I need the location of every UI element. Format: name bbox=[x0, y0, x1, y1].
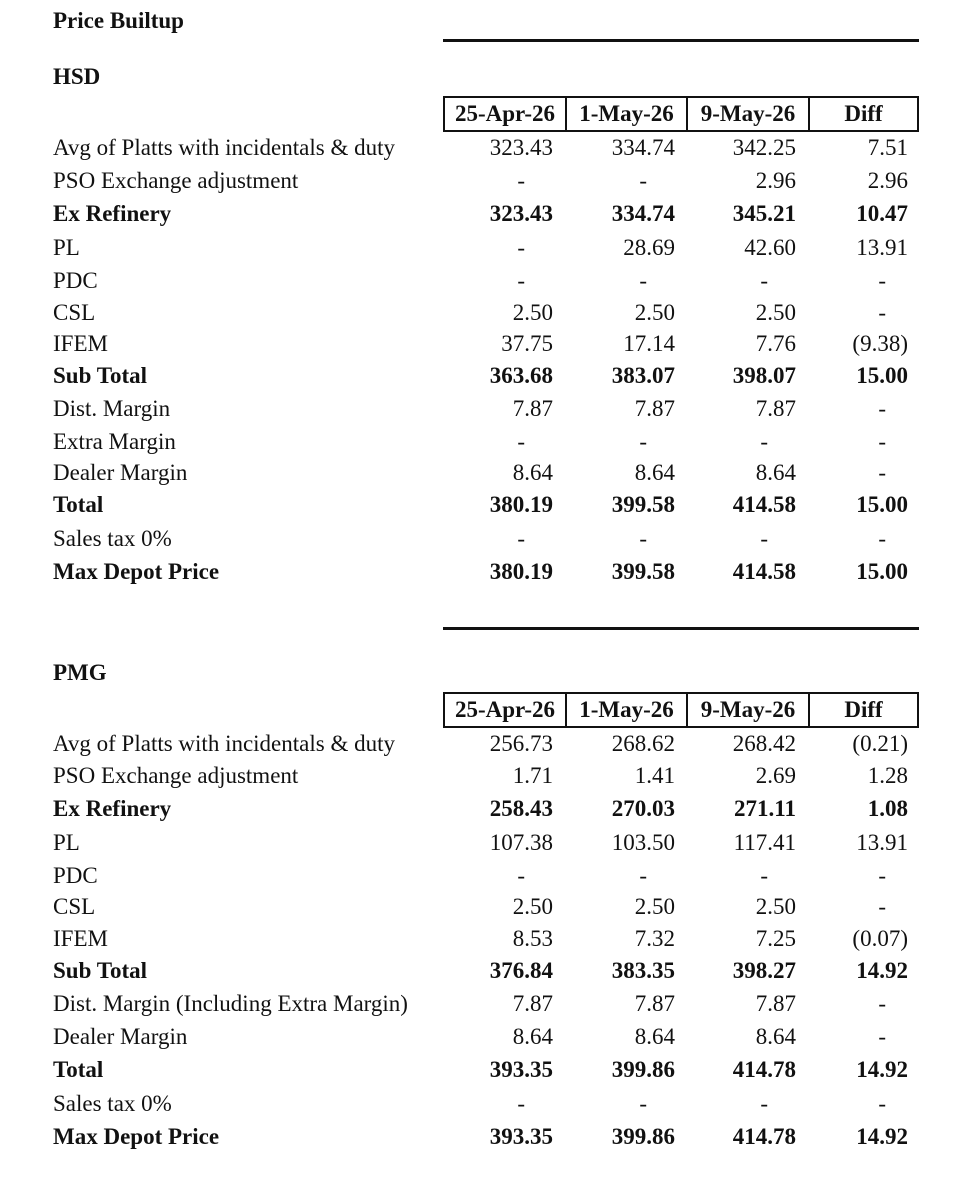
pmg-table-row bbox=[0, 1021, 957, 1053]
diff-cell: 13.91 bbox=[856, 830, 908, 855]
hsd-table-row bbox=[0, 457, 957, 489]
hsd-table-row bbox=[0, 523, 957, 555]
value-cell: 334.74 bbox=[611, 135, 675, 160]
value-cell: 2.50 bbox=[634, 300, 675, 325]
value-cell: 414.58 bbox=[732, 559, 796, 584]
row-label: Ex Refinery bbox=[53, 796, 172, 821]
pmg-table-row bbox=[0, 988, 957, 1020]
row-label: Max Depot Price bbox=[53, 1124, 220, 1149]
value-cell: 2.50 bbox=[512, 300, 553, 325]
row-label: PL bbox=[53, 830, 80, 855]
diff-cell: (9.38) bbox=[852, 331, 908, 356]
value-cell: 342.25 bbox=[732, 135, 796, 160]
column-header: 25-Apr-26 bbox=[454, 101, 556, 126]
diff-cell: 1.08 bbox=[867, 796, 908, 821]
diff-cell: 14.92 bbox=[856, 1057, 908, 1082]
value-cell: 2.50 bbox=[634, 894, 675, 919]
diff-cell: (0.07) bbox=[852, 926, 908, 951]
value-cell: - bbox=[760, 268, 768, 293]
value-cell: - bbox=[639, 526, 647, 551]
diff-cell: 14.92 bbox=[856, 1124, 908, 1149]
hsd-table-row bbox=[0, 265, 957, 297]
row-label: PDC bbox=[53, 863, 98, 888]
value-cell: - bbox=[760, 429, 768, 454]
pmg-table-row bbox=[0, 923, 957, 955]
row-label: Sub Total bbox=[53, 363, 147, 388]
column-header: 9-May-26 bbox=[700, 101, 796, 126]
section-title-hsd: HSD bbox=[53, 64, 101, 89]
value-cell: - bbox=[639, 863, 647, 888]
value-cell: 42.60 bbox=[744, 235, 796, 260]
row-label: Total bbox=[53, 1057, 104, 1082]
top-rule bbox=[443, 39, 919, 42]
section-title-pmg: PMG bbox=[53, 660, 107, 685]
hsd-table-row bbox=[0, 426, 957, 458]
value-cell: 2.50 bbox=[755, 300, 796, 325]
value-cell: 363.68 bbox=[489, 363, 553, 388]
value-cell: 268.42 bbox=[732, 731, 796, 756]
value-cell: 2.96 bbox=[755, 168, 796, 193]
hsd-table-row bbox=[0, 297, 957, 329]
value-cell: 256.73 bbox=[489, 731, 553, 756]
diff-cell: - bbox=[878, 1091, 886, 1116]
value-cell: 8.64 bbox=[755, 460, 796, 485]
value-cell: 2.69 bbox=[755, 763, 796, 788]
value-cell: 103.50 bbox=[611, 830, 675, 855]
value-cell: 7.25 bbox=[755, 926, 796, 951]
pmg-table-row bbox=[0, 1121, 957, 1153]
hsd-table-row bbox=[0, 328, 957, 360]
pmg-header-row bbox=[443, 692, 919, 728]
value-cell: 399.86 bbox=[611, 1124, 675, 1149]
value-cell: 2.50 bbox=[755, 894, 796, 919]
value-cell: - bbox=[517, 863, 525, 888]
value-cell: - bbox=[639, 168, 647, 193]
value-cell: - bbox=[517, 268, 525, 293]
value-cell: 8.64 bbox=[512, 460, 553, 485]
value-cell: 414.78 bbox=[732, 1124, 796, 1149]
diff-cell: 1.28 bbox=[867, 763, 908, 788]
column-header: 1-May-26 bbox=[579, 101, 674, 126]
hsd-table-row bbox=[0, 556, 957, 588]
value-cell: 383.35 bbox=[611, 958, 675, 983]
value-cell: 7.76 bbox=[755, 331, 796, 356]
column-divider bbox=[808, 98, 810, 130]
row-label: PSO Exchange adjustment bbox=[53, 168, 299, 193]
value-cell: 268.62 bbox=[611, 731, 675, 756]
value-cell: 271.11 bbox=[734, 796, 796, 821]
row-label: Dealer Margin bbox=[53, 460, 188, 485]
diff-cell: - bbox=[878, 863, 886, 888]
value-cell: 258.43 bbox=[489, 796, 553, 821]
value-cell: 399.86 bbox=[611, 1057, 675, 1082]
diff-cell: - bbox=[878, 1024, 886, 1049]
value-cell: - bbox=[517, 526, 525, 551]
diff-cell: 10.47 bbox=[856, 201, 908, 226]
value-cell: 414.58 bbox=[732, 492, 796, 517]
value-cell: - bbox=[517, 429, 525, 454]
pmg-table-row bbox=[0, 760, 957, 792]
row-label: Dealer Margin bbox=[53, 1024, 188, 1049]
page-title: Price Builtup bbox=[53, 8, 184, 33]
row-label: CSL bbox=[53, 300, 96, 325]
diff-cell: 13.91 bbox=[856, 235, 908, 260]
row-label: Avg of Platts with incidentals & duty bbox=[53, 731, 395, 756]
diff-cell: - bbox=[878, 526, 886, 551]
hsd-table-row bbox=[0, 489, 957, 521]
value-cell: - bbox=[517, 235, 525, 260]
row-label: Sales tax 0% bbox=[53, 1091, 172, 1116]
diff-cell: 14.92 bbox=[856, 958, 908, 983]
row-label: Dist. Margin bbox=[53, 396, 171, 421]
value-cell: 323.43 bbox=[489, 201, 553, 226]
row-label: Avg of Platts with incidentals & duty bbox=[53, 135, 395, 160]
row-label: Dist. Margin (Including Extra Margin) bbox=[53, 991, 408, 1016]
row-label: PDC bbox=[53, 268, 98, 293]
value-cell: 117.41 bbox=[733, 830, 796, 855]
column-header: 1-May-26 bbox=[579, 697, 674, 722]
value-cell: 1.71 bbox=[512, 763, 553, 788]
row-label: CSL bbox=[53, 894, 96, 919]
column-header: Diff bbox=[844, 697, 883, 722]
diff-cell: 15.00 bbox=[856, 492, 908, 517]
value-cell: 376.84 bbox=[489, 958, 553, 983]
section-rule bbox=[443, 627, 919, 630]
value-cell: - bbox=[760, 863, 768, 888]
value-cell: 7.87 bbox=[634, 991, 675, 1016]
value-cell: 37.75 bbox=[501, 331, 553, 356]
row-label: Max Depot Price bbox=[53, 559, 220, 584]
value-cell: - bbox=[760, 1091, 768, 1116]
hsd-table-row bbox=[0, 165, 957, 197]
column-divider bbox=[565, 694, 567, 726]
value-cell: 393.35 bbox=[489, 1057, 553, 1082]
row-label: Extra Margin bbox=[53, 429, 176, 454]
hsd-table-row bbox=[0, 132, 957, 164]
column-divider bbox=[686, 694, 688, 726]
value-cell: - bbox=[639, 429, 647, 454]
value-cell: 7.87 bbox=[512, 396, 553, 421]
diff-cell: - bbox=[878, 460, 886, 485]
value-cell: 393.35 bbox=[489, 1124, 553, 1149]
value-cell: 8.64 bbox=[634, 460, 675, 485]
diff-cell: 7.51 bbox=[867, 135, 908, 160]
value-cell: 107.38 bbox=[489, 830, 553, 855]
pmg-table-row bbox=[0, 1054, 957, 1086]
value-cell: 414.78 bbox=[732, 1057, 796, 1082]
hsd-table-row bbox=[0, 198, 957, 230]
pmg-table-row bbox=[0, 860, 957, 892]
pmg-table-row bbox=[0, 793, 957, 825]
hsd-table-row bbox=[0, 393, 957, 425]
value-cell: 7.32 bbox=[634, 926, 675, 951]
value-cell: 8.64 bbox=[755, 1024, 796, 1049]
value-cell: 380.19 bbox=[489, 559, 553, 584]
value-cell: 398.27 bbox=[732, 958, 796, 983]
value-cell: 8.64 bbox=[512, 1024, 553, 1049]
column-divider bbox=[686, 98, 688, 130]
row-label: IFEM bbox=[53, 331, 108, 356]
row-label: Sales tax 0% bbox=[53, 526, 172, 551]
diff-cell: - bbox=[878, 429, 886, 454]
value-cell: 2.50 bbox=[512, 894, 553, 919]
column-divider bbox=[565, 98, 567, 130]
value-cell: - bbox=[517, 168, 525, 193]
value-cell: 270.03 bbox=[611, 796, 675, 821]
diff-cell: 2.96 bbox=[867, 168, 908, 193]
pmg-table-row bbox=[0, 891, 957, 923]
column-divider bbox=[808, 694, 810, 726]
diff-cell: - bbox=[878, 396, 886, 421]
pmg-table-row bbox=[0, 827, 957, 859]
diff-cell: (0.21) bbox=[852, 731, 908, 756]
hsd-table-row bbox=[0, 232, 957, 264]
row-label: IFEM bbox=[53, 926, 108, 951]
hsd-table-row bbox=[0, 360, 957, 392]
value-cell: 7.87 bbox=[755, 396, 796, 421]
value-cell: 28.69 bbox=[623, 235, 675, 260]
row-label: Sub Total bbox=[53, 958, 147, 983]
diff-cell: 15.00 bbox=[856, 363, 908, 388]
diff-cell: - bbox=[878, 300, 886, 325]
value-cell: - bbox=[760, 526, 768, 551]
value-cell: 323.43 bbox=[489, 135, 553, 160]
value-cell: 7.87 bbox=[634, 396, 675, 421]
value-cell: 334.74 bbox=[611, 201, 675, 226]
value-cell: 345.21 bbox=[732, 201, 796, 226]
column-header: 9-May-26 bbox=[700, 697, 796, 722]
value-cell: 399.58 bbox=[611, 492, 675, 517]
value-cell: 399.58 bbox=[611, 559, 675, 584]
diff-cell: - bbox=[878, 991, 886, 1016]
pmg-table-row bbox=[0, 728, 957, 760]
pmg-table-row bbox=[0, 955, 957, 987]
row-label: PSO Exchange adjustment bbox=[53, 763, 299, 788]
column-header: Diff bbox=[844, 101, 883, 126]
value-cell: - bbox=[517, 1091, 525, 1116]
value-cell: 7.87 bbox=[755, 991, 796, 1016]
value-cell: 1.41 bbox=[634, 763, 675, 788]
row-label: Total bbox=[53, 492, 104, 517]
hsd-header-row bbox=[443, 96, 919, 132]
column-header: 25-Apr-26 bbox=[454, 697, 556, 722]
row-label: Ex Refinery bbox=[53, 201, 172, 226]
value-cell: - bbox=[639, 1091, 647, 1116]
diff-cell: 15.00 bbox=[856, 559, 908, 584]
value-cell: 8.64 bbox=[634, 1024, 675, 1049]
pmg-table-row bbox=[0, 1088, 957, 1120]
value-cell: 380.19 bbox=[489, 492, 553, 517]
value-cell: 8.53 bbox=[512, 926, 553, 951]
value-cell: 398.07 bbox=[732, 363, 796, 388]
value-cell: 7.87 bbox=[512, 991, 553, 1016]
value-cell: 17.14 bbox=[623, 331, 675, 356]
row-label: PL bbox=[53, 235, 80, 260]
diff-cell: - bbox=[878, 894, 886, 919]
value-cell: - bbox=[639, 268, 647, 293]
diff-cell: - bbox=[878, 268, 886, 293]
value-cell: 383.07 bbox=[611, 363, 675, 388]
